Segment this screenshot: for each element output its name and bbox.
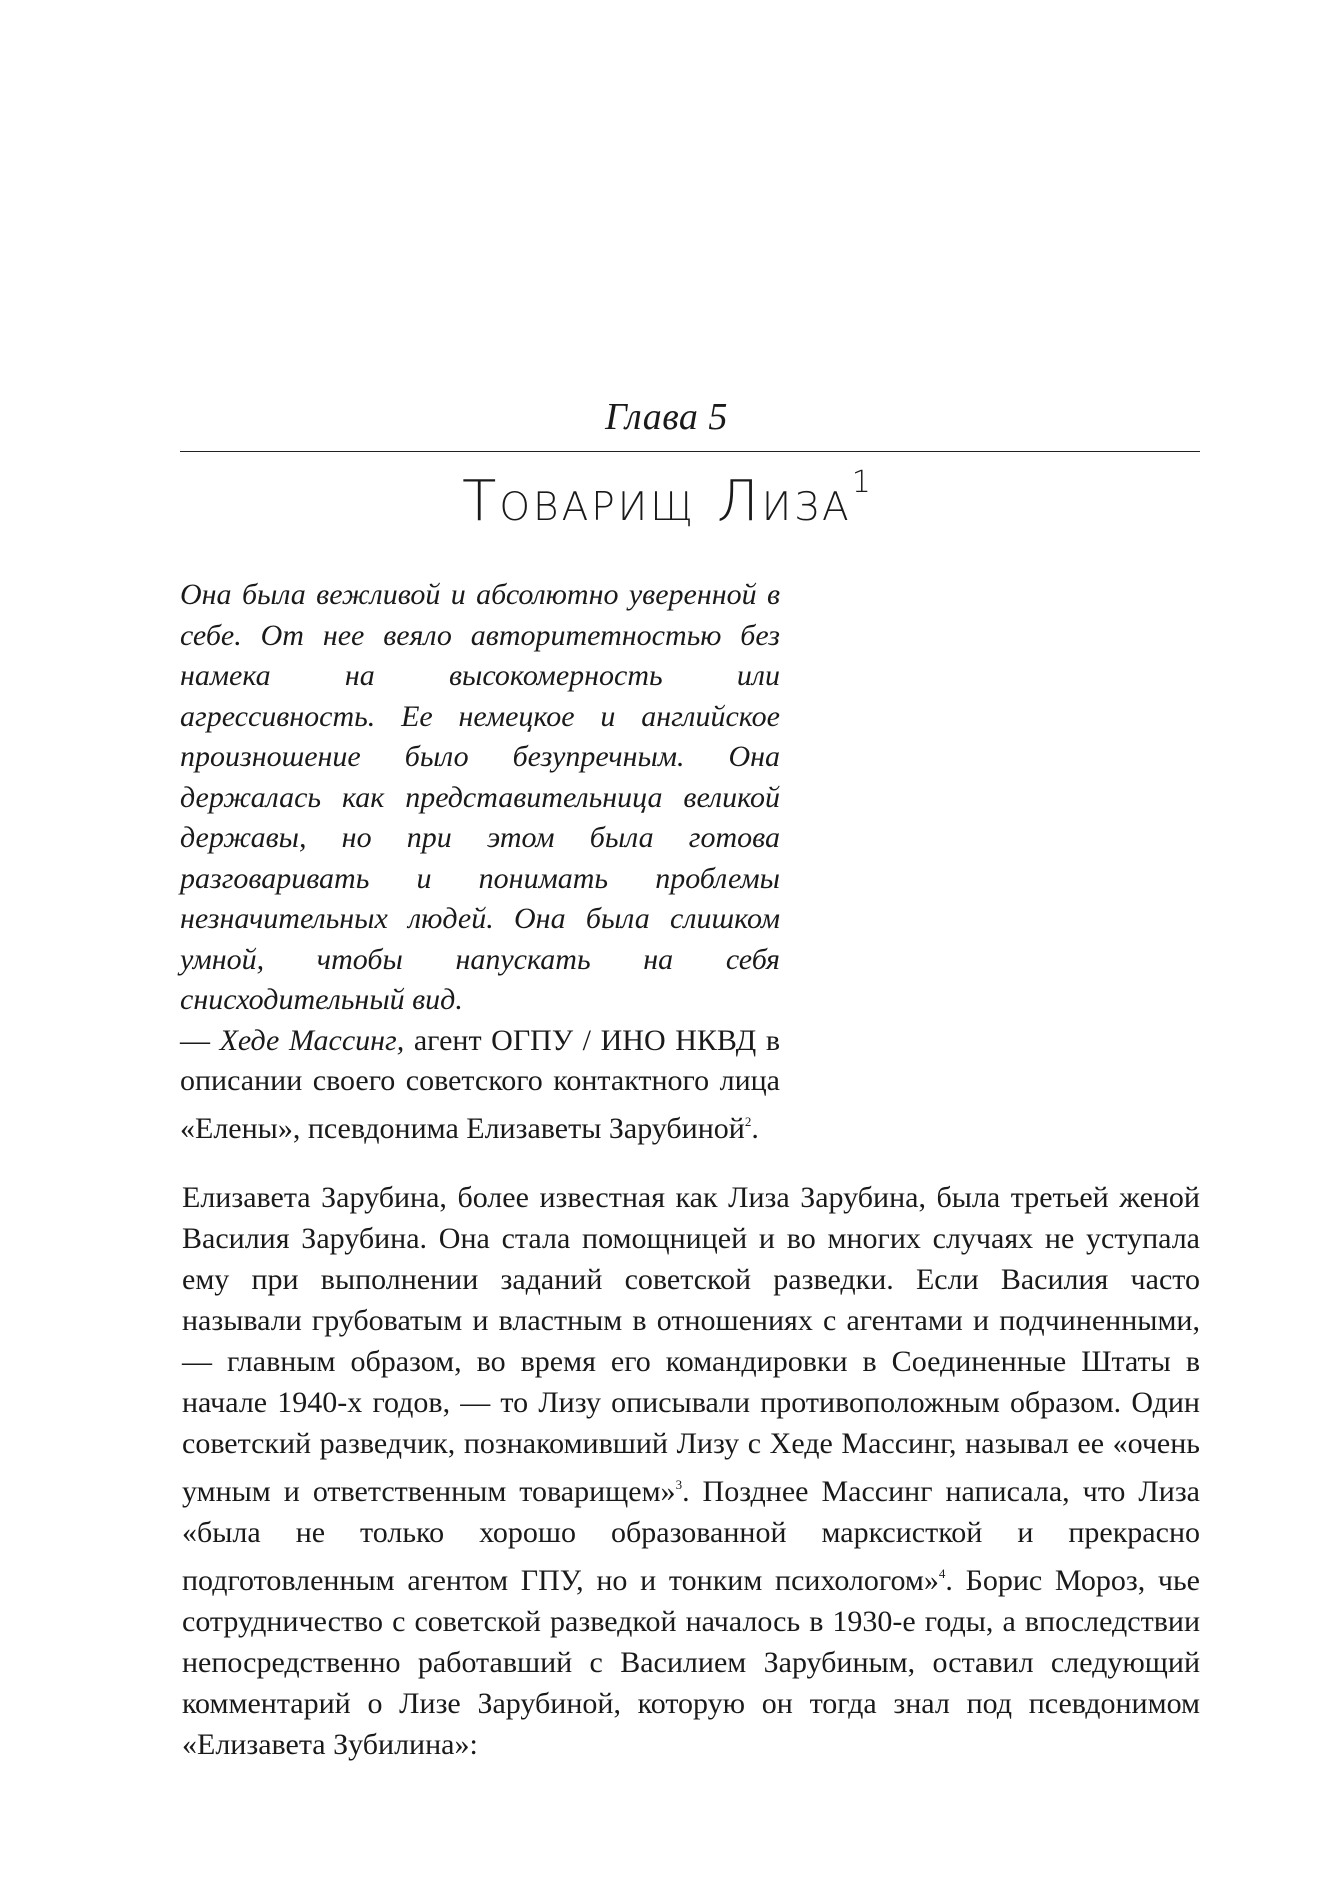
epigraph-dash: —: [180, 1023, 220, 1057]
epigraph: [180, 575, 780, 1149]
chapter-title-text: Товарищ Лиза: [462, 469, 852, 534]
paragraph-part-c: . Борис Мороз, чье сотрудничество с советской разведкой началось в 1930-е годы, а впоследствии непосредственно работавший с Василием Зарубиным, оставил следующий комментарий о Лизе Зарубиной, которую он тогда знал под псевдонимом «Елизавета Зубилина»:: [182, 1564, 1200, 1761]
footnote-ref-3[interactable]: 3: [675, 1477, 683, 1492]
paragraph-part-a: Елизавета Зарубина, более известная как Лиза Зарубина, была третьей женой Василия Зарубина. Она стала помощницей и во многих случаях не уступала ему при выполнении заданий советской разведки. Если Василия часто называли грубоватым и властным в отношениях с агентами и подчиненными, — главным образом, во время его командировки в Соединенные Штаты в начале 1940-х годов, — то Лизу описывали противоположным образом. Один советский разведчик, познакомивший Лизу с Хеде Массинг, называл ее «очень умным и ответственным товарищем»: [182, 1181, 1200, 1508]
body-text: [182, 1177, 1200, 1765]
chapter-title: [0, 465, 1333, 534]
paragraph: [182, 1177, 1200, 1765]
footnote-ref-4[interactable]: 4: [938, 1566, 946, 1581]
footnote-ref-1[interactable]: 1: [851, 465, 871, 500]
chapter-divider: [180, 451, 1200, 452]
epigraph-author: Хеде Массинг,: [219, 1023, 405, 1057]
epigraph-end: .: [751, 1111, 759, 1145]
chapter-number: Глава 5: [605, 396, 728, 438]
epigraph-quote: Она была вежливой и абсолютно уверенной в себе. От нее веяло авторитетностью без намека на высокомерность или агрессивность. Ее немецкое и английское произношение было безупречным. Она держалась как представительница великой державы, но при этом была готова разговаривать и понимать проблемы незначительных людей. Она была слишком умной, чтобы напускать на себя снисходительный вид.: [180, 578, 780, 1016]
paragraph-part-b: . Позднее Массинг написала, что Лиза «была не только хорошо образованной марксисткой и прекрасно подготовленным агентом ГПУ, но и тонким психологом»: [182, 1475, 1200, 1597]
footnote-ref-2[interactable]: 2: [744, 1113, 752, 1129]
epigraph-attribution: агент ОГПУ / ИНО НКВД в описании своего советского контактного лица «Елены», псевдонима Елизаветы Зарубиной: [180, 1023, 780, 1145]
